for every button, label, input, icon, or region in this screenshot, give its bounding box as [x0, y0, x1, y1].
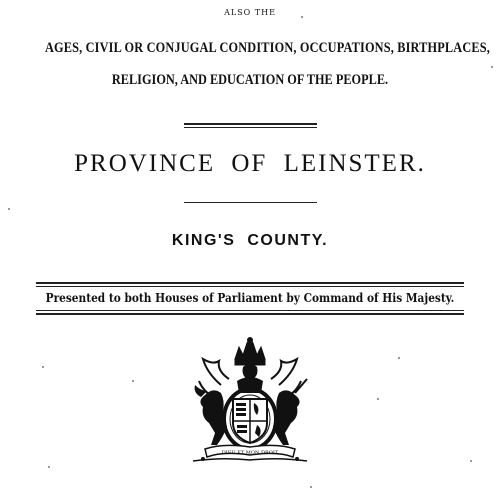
paper-speck: [470, 460, 472, 462]
presented-rule-top: [36, 282, 464, 284]
unicorn-supporter-icon: [273, 379, 307, 445]
paper-speck: [301, 16, 303, 18]
presented-rule-top-thin: [36, 286, 464, 287]
crown-icon: [235, 338, 265, 366]
presented-rule-bottom: [36, 310, 464, 311]
presented-rule-bottom-thick: [36, 313, 464, 315]
also-the-label: ALSO THE: [224, 8, 276, 17]
province-title: PROVINCE OF LEINSTER.: [74, 150, 426, 177]
paper-speck: [398, 357, 400, 359]
paper-speck: [377, 398, 379, 400]
divider-top-thin: [184, 127, 317, 128]
subtitle-line-1: AGES, CIVIL OR CONJUGAL CONDITION, OCCUPATIONS, BIRTHPLACES,: [45, 40, 490, 56]
lion-supporter-icon: [195, 385, 227, 445]
paper-speck: [42, 366, 44, 368]
paper-speck: [132, 380, 134, 382]
royal-coat-of-arms-icon: [183, 337, 317, 464]
presented-line: Presented to both Houses of Parliament by Command of His Majesty.: [45, 291, 455, 305]
paper-speck: [491, 66, 493, 68]
county-title: KING'S COUNTY.: [171, 232, 329, 249]
paper-speck: [8, 208, 10, 210]
divider-middle: [184, 202, 317, 203]
motto-text: DIEU ET MON DROIT: [221, 450, 279, 456]
subtitle-line-2: RELIGION, AND EDUCATION OF THE PEOPLE.: [111, 72, 389, 88]
paper-speck: [48, 466, 50, 468]
paper-speck: [310, 486, 312, 488]
divider-top: [184, 123, 317, 125]
